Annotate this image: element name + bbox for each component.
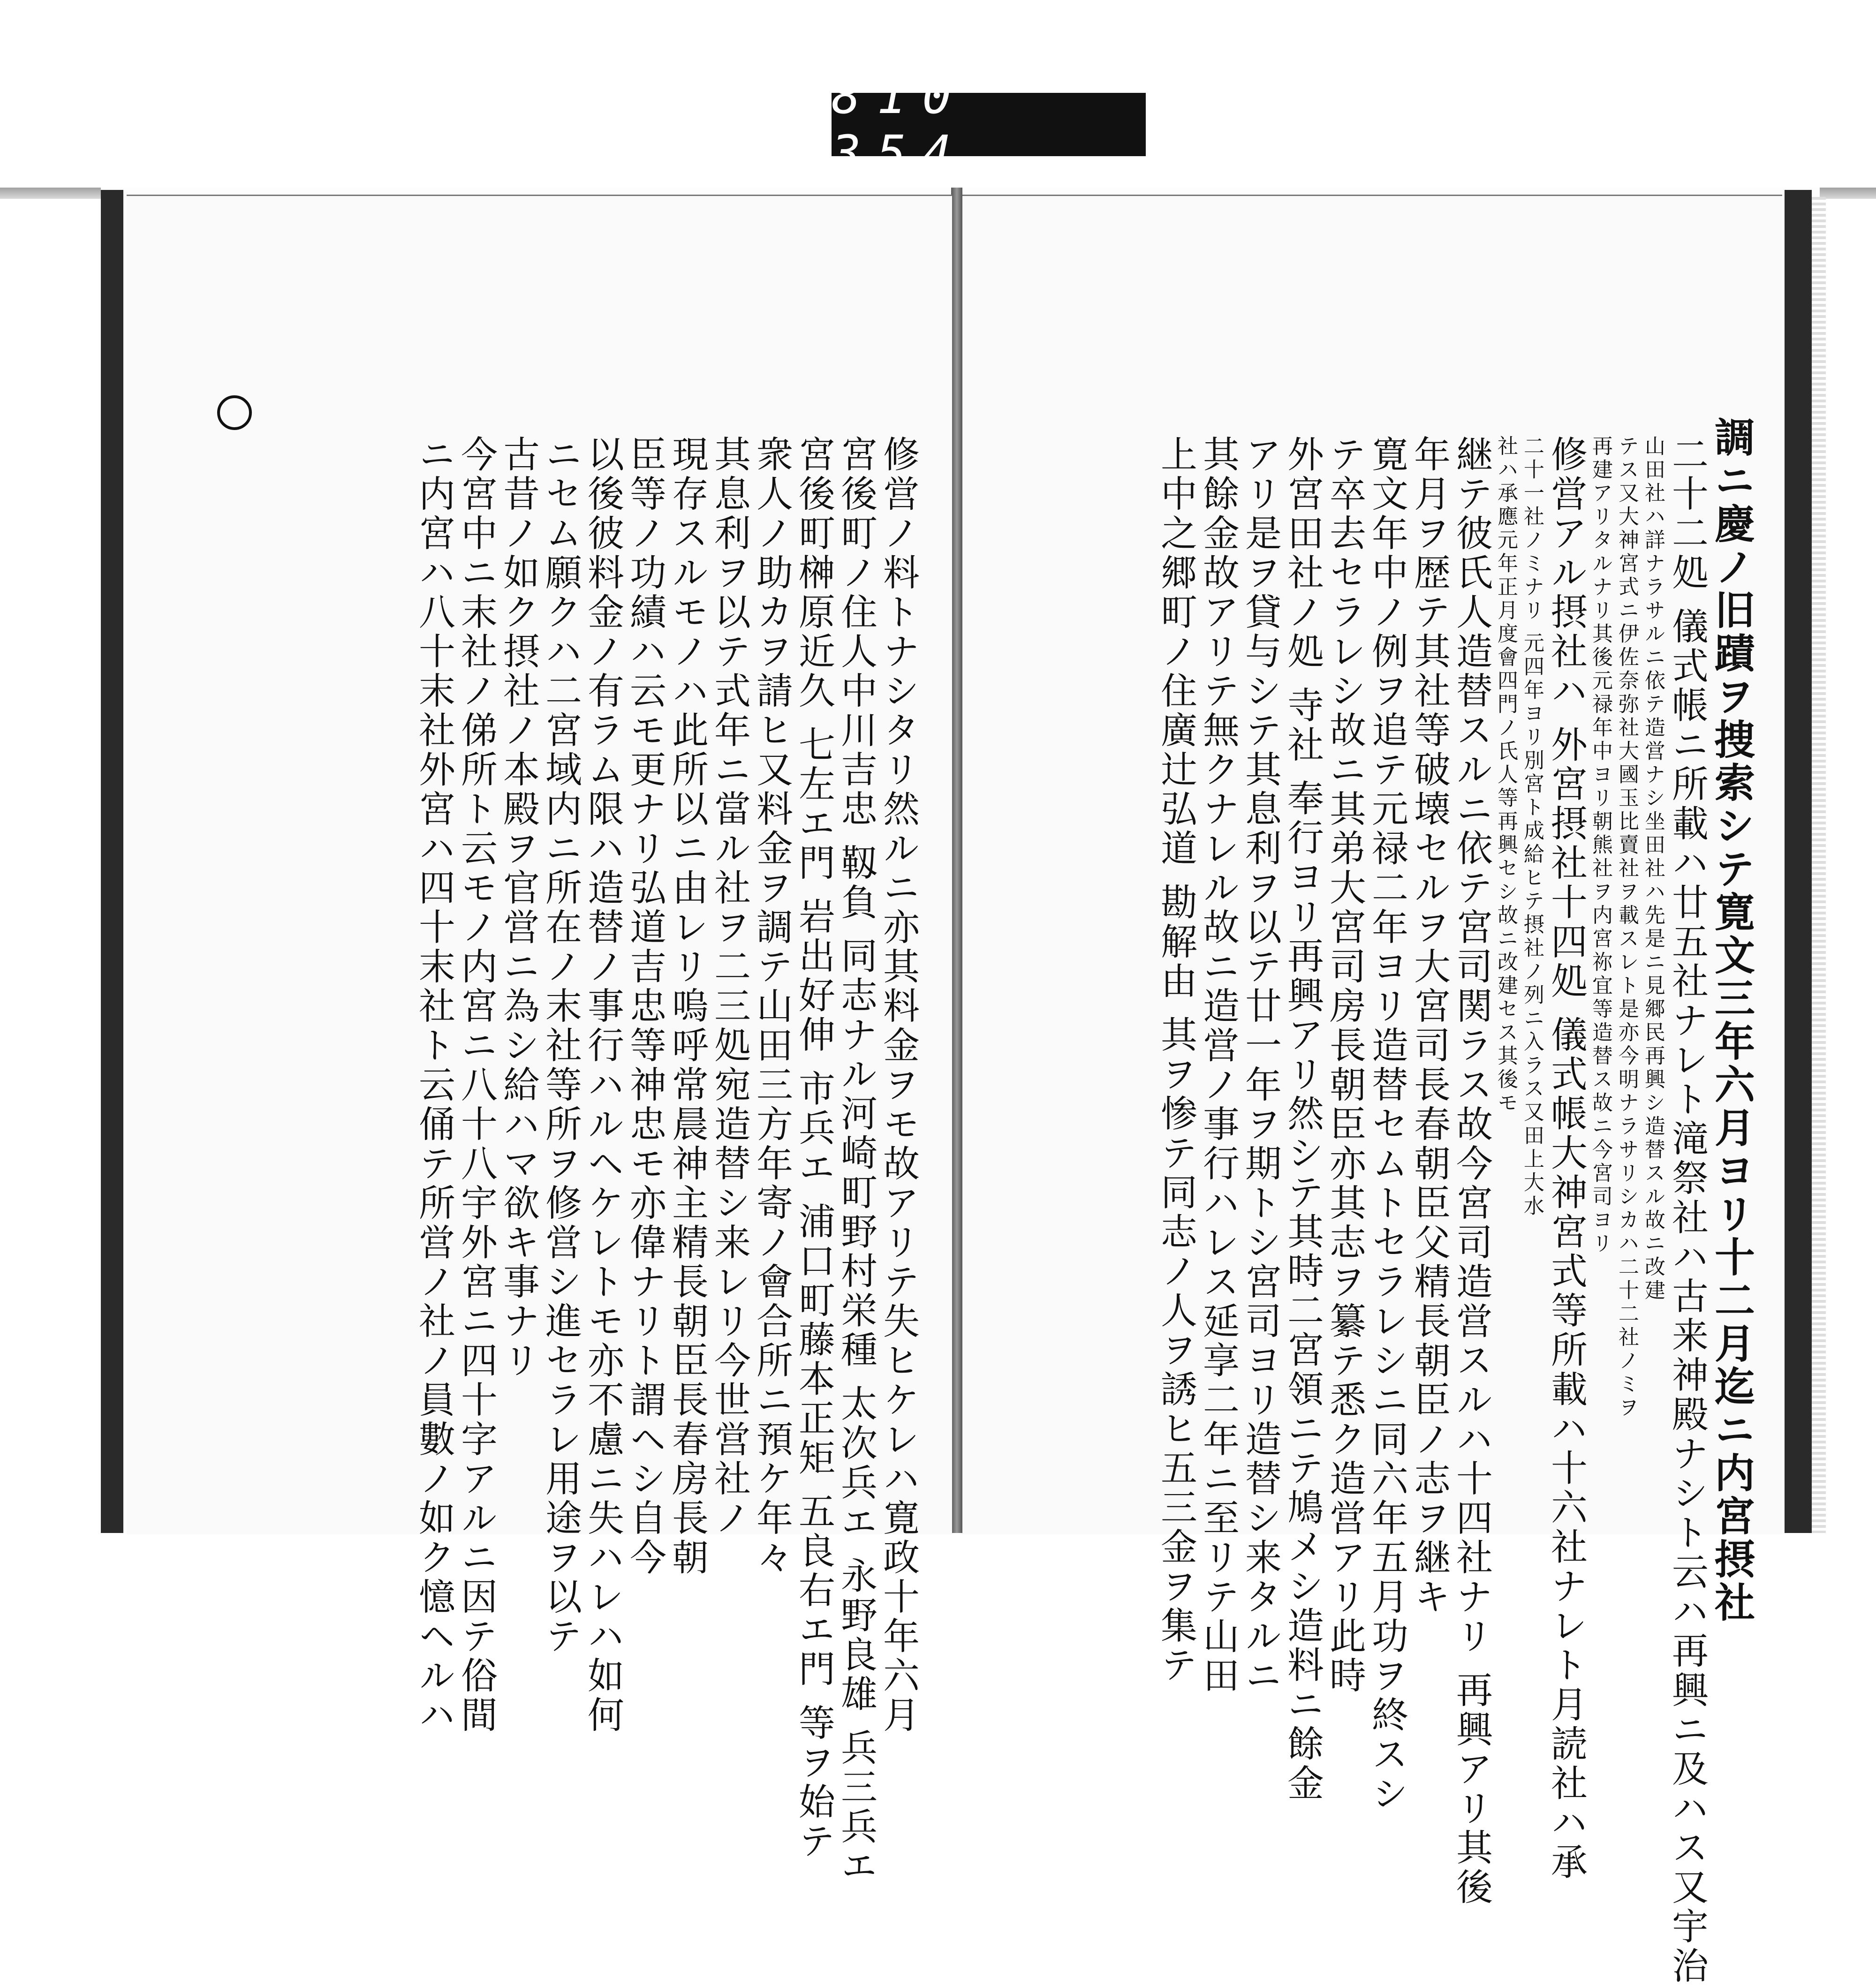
- right-page-text: [999, 196, 1755, 1986]
- right-page-column: 寛文年中ノ例ヲ追テ元禄二年ヨリ造替セムトセラレシニ同六年五月功ヲ終スシ: [1366, 435, 1408, 1814]
- right-page-column: テ卒去セラレシ故ニ其弟大宮司房長朝臣亦其志ヲ纂テ悉ク造営アリ此時: [1324, 435, 1366, 1696]
- right-page-column: 二十一社ノミナリ 元四年ヨリ別宮ト成給ヒテ摂社ノ列ニ入ラス又田上大水: [1520, 435, 1544, 1218]
- right-page-column: 山田社ハ詳ナラサルニ依テ造営ナシ坐田社ハ先是ニ見郷民再興シ造替スル故ニ改建: [1641, 435, 1665, 1303]
- left-page-column: 宮後町榊原近久 七左エ門 岩出好伸 市兵エ 浦口町藤本正矩 五良右エ門 等ヲ始テ: [793, 435, 835, 1861]
- right-page: [961, 195, 1782, 1986]
- right-page-column: 社ハ承應元年正月度會四門ノ氏人等再興セシ故ニ改建セス其後モ: [1494, 435, 1518, 1115]
- left-page-column: 修営ノ料トナシタリ然ルニ亦其料金ヲモ故アリテ失ヒケレハ寛政十年六月: [877, 435, 919, 1735]
- right-page-column: 年月ヲ歴テ其社等破壊セルヲ大宮司長春朝臣父精長朝臣ノ志ヲ継キ: [1408, 435, 1450, 1617]
- right-cover-edge: [1785, 190, 1812, 1533]
- left-page-column: ニセム願クハ二宮域内ニ所在ノ末社等所ヲ修営シ進セラレ用途ヲ以テ: [539, 435, 582, 1656]
- right-page-column: テス又大神宮式ニ伊佐奈弥社大國玉比賣社ヲ載スレト是亦今明ナラサリシカハ二十二社ノミヲ: [1615, 435, 1639, 1420]
- right-page-column: 再建アリタルナリ其後元禄年中ヨリ朝熊社ヲ内宮祢宜等造替ス故ニ今宮司ヨリ: [1589, 435, 1612, 1256]
- left-page-column: 衆人ノ助カヲ請ヒ又料金ヲ調テ山田三方年寄ノ會合所ニ預ケ年々: [750, 435, 793, 1578]
- right-page-column: 上中之郷町ノ住廣辻弘道 勘解由 其ヲ惨テ同志ノ人ヲ誘ヒ五三金ヲ集テ: [1155, 435, 1197, 1685]
- circle-mark-icon: [217, 395, 252, 430]
- right-page-column: 調ニ慶ノ旧蹟ヲ捜索シテ寛文三年六月ヨリ十二月迄ニ内宮摂社: [1708, 416, 1755, 1624]
- page-edges: [1812, 197, 1826, 1533]
- left-page-text: [155, 196, 919, 1886]
- left-page: [127, 195, 952, 1886]
- left-page-column: 以後彼料金ノ有ラム限ハ造替ノ事行ハルヘケレトモ亦不慮ニ失ハレハ如何: [582, 435, 624, 1735]
- right-page-column: 其餘金故アリテ無クナレル故ニ造営ノ事行ハレス延享二年ニ至リテ山田: [1197, 435, 1239, 1696]
- right-page-column: 継テ彼氏人造替スルニ依テ宮司関ラス故今宮司造営スルハ十四社ナリ 再興アリ其後: [1450, 435, 1492, 1907]
- archive-number-label: 810 354: [832, 93, 1146, 156]
- left-cover-edge: [101, 190, 123, 1533]
- left-page-column: ニ内宮ハ八十末社外宮ハ四十末社ト云俑テ所営ノ社ノ員數ノ如ク憶ヘルハ: [413, 435, 455, 1735]
- right-page-column: 修営アル摂社ハ 外宮摂社十四処 儀式帳大神宮式等所載ハ十六社ナレト月読社ハ承: [1545, 435, 1587, 1882]
- right-page-column: 二十二処 儀式帳ニ所載ハ廿五社ナレト滝祭社ハ古来神殿ナシト云ハ再興ニ及ハス又宇治: [1666, 435, 1708, 1986]
- right-page-column: アリ是ヲ貸与シテ其息利ヲ以テ廿一年ヲ期トシ宮司ヨリ造替シ来タルニ: [1239, 435, 1281, 1696]
- left-page-column: 現存スルモノハ此所以ニ由レリ嗚呼常晨神主精長朝臣長春房長朝: [666, 435, 708, 1578]
- left-page-column: 其息利ヲ以テ式年ニ當ル社ヲ二三処宛造替シ来レリ今世営社ノ: [708, 435, 750, 1538]
- book-gutter: [951, 188, 962, 1533]
- left-page-column: 古昔ノ如ク摂社ノ本殿ヲ官営ニ為シ給ハマ欲キ事ナリ: [497, 435, 539, 1381]
- left-page-column: 今宮中ニ末社ノ俤所ト云モノ内宮ニ八十八宇外宮ニ四十字アルニ因テ俗間: [455, 435, 497, 1735]
- left-page-column: 臣等ノ功績ハ云モ更ナリ弘道吉忠等神忠モ亦偉ナリト謂ヘシ自今: [624, 435, 666, 1578]
- right-page-column: 外宮田社ノ処 寺社 奉行ヨリ再興アリ然シテ其時二宮領ニテ鳩メシ造料ニ餘金: [1281, 435, 1324, 1804]
- left-page-column: 宮後町ノ住人中川吉忠 靱負 同志ナル河崎町野村栄種 太次兵エ 永野良雄 兵三兵エ: [835, 435, 877, 1886]
